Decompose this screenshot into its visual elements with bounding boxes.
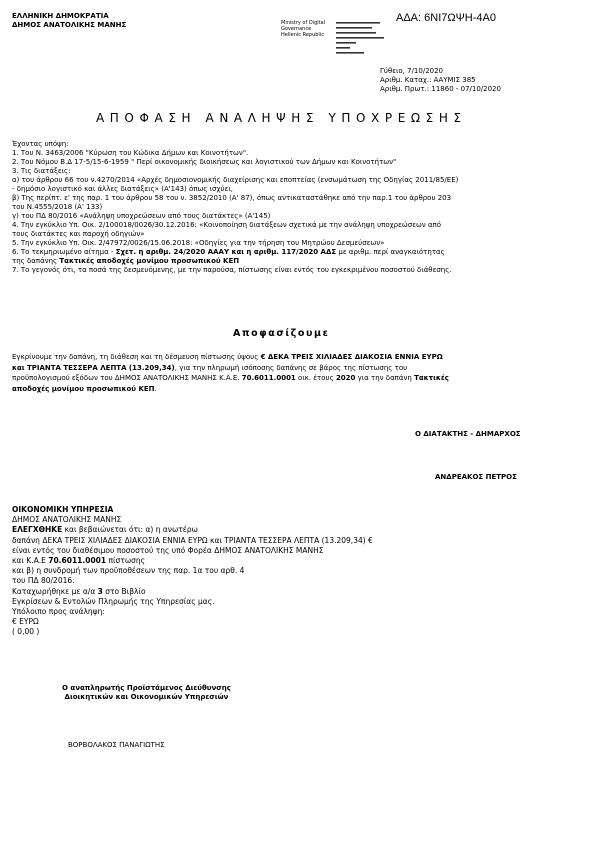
issuer-block xyxy=(12,12,126,30)
ministry-logo: Ministry of Digital Governance Hellenic Republic xyxy=(281,20,326,38)
recital-item: 5. Την εγκύκλιο Υπ. Οικ. 2/47972/0026/15.06.2018: «Οδηγίες για την τήρηση του Μητρώου Δεσμεύσεων» xyxy=(12,239,385,247)
ada-code: ΑΔΑ: 6ΝΙ7ΩΨΗ-4Α0 xyxy=(396,12,496,24)
decision-heading: Αποφασίζουμε xyxy=(233,328,330,339)
issuer-municipality: ΔΗΜΟΣ ΑΝΑΤΟΛΙΚΗΣ ΜΑΝΗΣ xyxy=(12,21,127,29)
signer-role: Ο ΔΙΑΤΑΚΤΗΣ - ΔΗΜΑΡΧΟΣ xyxy=(415,430,521,438)
recital-item: 4. Την εγκύκλιο Υπ. Οικ. 2/100018/0026/30.12.2016: «Κοινοποίηση διατάξεων σχετικά με την ανάληψη υποχρεώσεων από xyxy=(12,221,442,229)
economic-service-block: ΟΙΚΟΝΟΜΙΚΗ ΥΠΗΡΕΣΙΑ ΔΗΜΟΣ ΑΝΑΤΟΛΙΚΗΣ ΜΑΝΗΣ ΕΛΕΓΧΘΗΚΕ και βεβαιώνεται ότι: α) η ανωτέρω δαπάνη ΔΕΚΑ ΤΡΕΙΣ ΧΙΛΙΑΔΕΣ ΔΙΑΚΟΣΙΑ ΕΝΝΙΑ ΕΥΡΩ και ΤΡΙΑΝΤΑ ΤΕΣΣΕΡΑ ΛΕΠΤΑ (13.209,34) € είναι εντός του διαθέσιμου ποσοστού της υπό Φορέα ΔΗΜΟΣ ΑΝΑΤΟΛΙΚΗΣ ΜΑΝΗΣ και Κ.Α.Ε 70.6011.0001 πίστωσης και β) η συνδρομή των προϋποθέσεων της παρ. 1α του αρθ. 4 του ΠΔ 80/2016. Καταχωρήθηκε με α/α 3 στο Βιβλίο Εγκρίσεων & Εντολών Πληρωμής της Υπηρεσίας μας. Υπόλοιπο προς ανάληψη: € ΕΥΡΩ ( 0,00 ) xyxy=(12,505,587,638)
recital-item: β) Της περίπτ. ε' της παρ. 1 του άρθρου 58 του ν. 3852/2010 (Α' 87), όπως αντικαταστάθηκε από την παρ.1 του άρθρου 203 xyxy=(12,194,452,202)
signer-name: ΑΝΔΡΕΑΚΟΣ ΠΕΤΡΟΣ xyxy=(435,473,517,481)
digital-signature-stamp xyxy=(336,21,392,55)
document-meta xyxy=(380,67,501,94)
economic-heading: ΟΙΚΟΝΟΜΙΚΗ ΥΠΗΡΕΣΙΑ xyxy=(12,505,114,514)
recital-item: - δημόσιο λογιστικό και άλλες διατάξεις» (Α'143) όπως ισχύει, xyxy=(12,185,233,193)
recital-item-6-cont: της δαπάνης Τακτικές αποδοχές μονίμου προσωπικού ΚΕΠ xyxy=(12,257,240,265)
decision-body: Εγκρίνουμε την δαπάνη, τη διάθεση και τη δέσμευση πίστωσης ύψους € ΔΕΚΑ ΤΡΕΙΣ ΧΙΛΙΑΔΕΣ ΔΙΑΚΟΣΙΑ ΕΝΝΙΑ ΕΥΡΩ και ΤΡΙΑΝΤΑ ΤΕΣΣΕΡΑ ΛΕΠΤΑ (13.209,34), για την πληρωμή ισόποσης δαπάνης σε βάρος της πίστωσης του προϋπολογισμού εξόδων του ΔΗΜΟΣ ΑΝΑΤΟΛΙΚΗΣ ΜΑΝΗΣ Κ.Α.Ε. 70.6011.0001 οικ. έτους 2020 για την δαπάνη Τακτικές αποδοχές μονίμου προσωπικού ΚΕΠ. xyxy=(12,353,449,393)
recital-item-7: 7. Το γεγονός ότι, τα ποσά της δεσμευόμενης, με την παρούσα, πίστωσης είναι εντός του εγκεκριμένου ποσοστού διάθεσης. xyxy=(12,266,452,274)
economic-municipality: ΔΗΜΟΣ ΑΝΑΤΟΛΙΚΗΣ ΜΑΝΗΣ xyxy=(12,515,122,525)
recitals-intro: Έχοντας υπόψη: xyxy=(12,140,69,148)
recital-item: τους διατάκτες και παροχή οδηγιών» xyxy=(12,230,145,238)
place-date: Γύθειο, 7/10/2020 xyxy=(380,67,444,75)
approver-name: ΒΟΡΒΟΛΑΚΟΣ ΠΑΝΑΓΙΩΤΗΣ xyxy=(68,741,165,749)
recital-item: του Ν.4555/2018 (Α' 133) xyxy=(12,203,103,211)
recital-item-6: 6. Το τεκμηριωμένο αίτημα - Σχετ. η αριθμ. 24/2020 ΑΑΑΥ και η αριθμ. 117/2020 ΑΔΣ με αριθμ. περί αναγκαιότητας xyxy=(12,248,445,256)
recital-item: 2. Του Νόμου Β.Δ 17-5/15-6-1959 " Περί οικονομικής διοικήσεως και λογιστικού των Δήμων και Κοινοτήτων" xyxy=(12,158,397,166)
recital-item: 1. Του Ν. 3463/2006 "Κύρωση του Κώδικα Δήμων και Κοινοτήτων". xyxy=(12,149,249,157)
recital-item: α) του άρθρου 66 του ν.4270/2014 «Αρχές δημοσιονομικής διαχείρισης και εποπτείας (ενσωμάτωση της Οδηγίας 2011/85/ΕΕ) xyxy=(12,176,459,184)
recital-item: γ) του ΠΔ 80/2016 «Ανάληψη υποχρεώσεων από τους διατάκτες» (Α'145) xyxy=(12,212,271,220)
recital-item: 3. Τις διατάξεις: xyxy=(12,167,71,175)
approver-title: Ο αναπληρωτής Προϊστάμενος Διεύθυνσης Διοικητικών και Οικονομικών Υπηρεσιών xyxy=(62,684,231,701)
protocol-number: Αριθμ. Πρωτ.: 11860 - 07/10/2020 xyxy=(380,85,501,93)
document-title: ΑΠΟΦΑΣΗ ΑΝΑΛΗΨΗΣ ΥΠΟΧΡΕΩΣΗΣ xyxy=(96,111,467,125)
recitals xyxy=(12,140,587,275)
issuer-country: ΕΛΛΗΝΙΚΗ ΔΗΜΟΚΡΑΤΙΑ xyxy=(12,12,109,20)
registration-number: Αριθμ. Καταχ.: ΑΑΥΜΙΣ 385 xyxy=(380,76,476,84)
